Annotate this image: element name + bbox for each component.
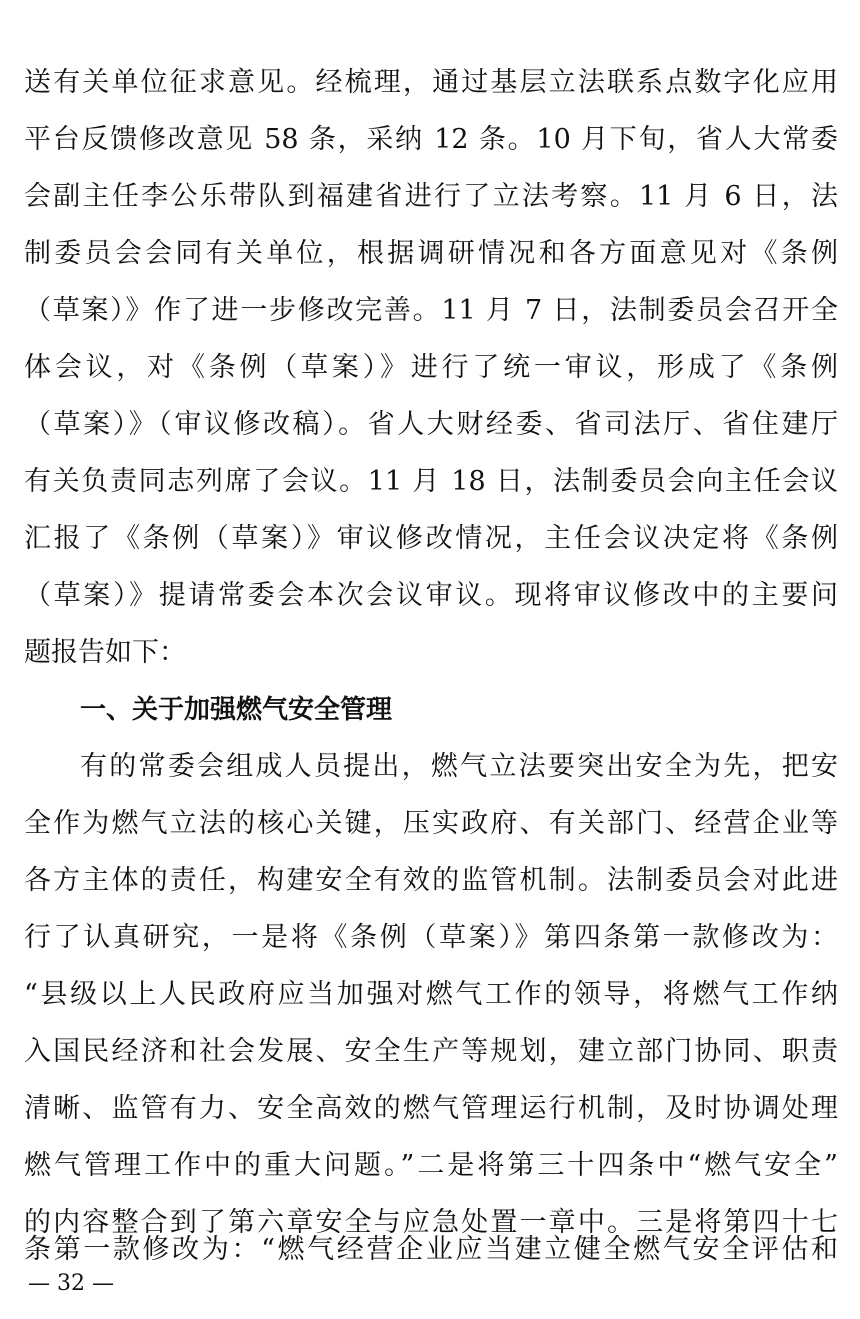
body-line-6: 体会议，对《条例（草案）》进行了统一审议，形成了《条例: [24, 352, 838, 383]
body-line-16: 行了认真研究，一是将《条例（草案）》第四条第一款修改为：: [24, 922, 838, 953]
page-number: — 32 —: [28, 1271, 114, 1296]
body-line-8: 有关负责同志列席了会议。11 月 18 日，法制委员会向主任会议: [24, 466, 838, 497]
body-line-13: 有的常委会组成人员提出，燃气立法要突出安全为先，把安: [80, 751, 838, 782]
body-line-15: 各方主体的责任，构建安全有效的监管机制。法制委员会对此进: [24, 865, 838, 896]
body-line-5: （草案）》作了进一步修改完善。11 月 7 日，法制委员会召开全: [24, 295, 838, 326]
body-line-21: 的内容整合到了第六章安全与应急处置一章中。三是将第四十七: [24, 1207, 838, 1238]
body-line-22: 条第一款修改为：“燃气经营企业应当建立健全燃气安全评估和: [24, 1234, 838, 1265]
body-line-19: 清晰、监管有力、安全高效的燃气管理运行机制，及时协调处理: [24, 1093, 838, 1124]
body-line-18: 入国民经济和社会发展、安全生产等规划，建立部门协同、职责: [24, 1036, 838, 1067]
section-heading: 一、关于加强燃气安全管理: [80, 695, 393, 725]
body-line-17: “县级以上人民政府应当加强对燃气工作的领导，将燃气工作纳: [24, 979, 838, 1010]
body-line-3: 会副主任李公乐带队到福建省进行了立法考察。11 月 6 日，法: [24, 181, 838, 212]
body-line-7: （草案）》（审议修改稿）。省人大财经委、省司法厅、省住建厅: [24, 409, 838, 440]
body-line-1: 送有关单位征求意见。经梳理，通过基层立法联系点数字化应用: [24, 67, 838, 98]
body-line-11: 题报告如下：: [24, 637, 186, 668]
body-line-20: 燃气管理工作中的重大问题。”二是将第三十四条中“燃气安全”: [24, 1150, 838, 1181]
body-line-9: 汇报了《条例（草案）》审议修改情况，主任会议决定将《条例: [24, 523, 838, 554]
body-line-2: 平台反馈修改意见 58 条，采纳 12 条。10 月下旬，省人大常委: [24, 124, 838, 155]
body-line-4: 制委员会会同有关单位，根据调研情况和各方面意见对《条例: [24, 238, 838, 269]
body-line-10: （草案）》提请常委会本次会议审议。现将审议修改中的主要问: [24, 580, 838, 611]
body-line-14: 全作为燃气立法的核心关键，压实政府、有关部门、经营企业等: [24, 808, 838, 839]
